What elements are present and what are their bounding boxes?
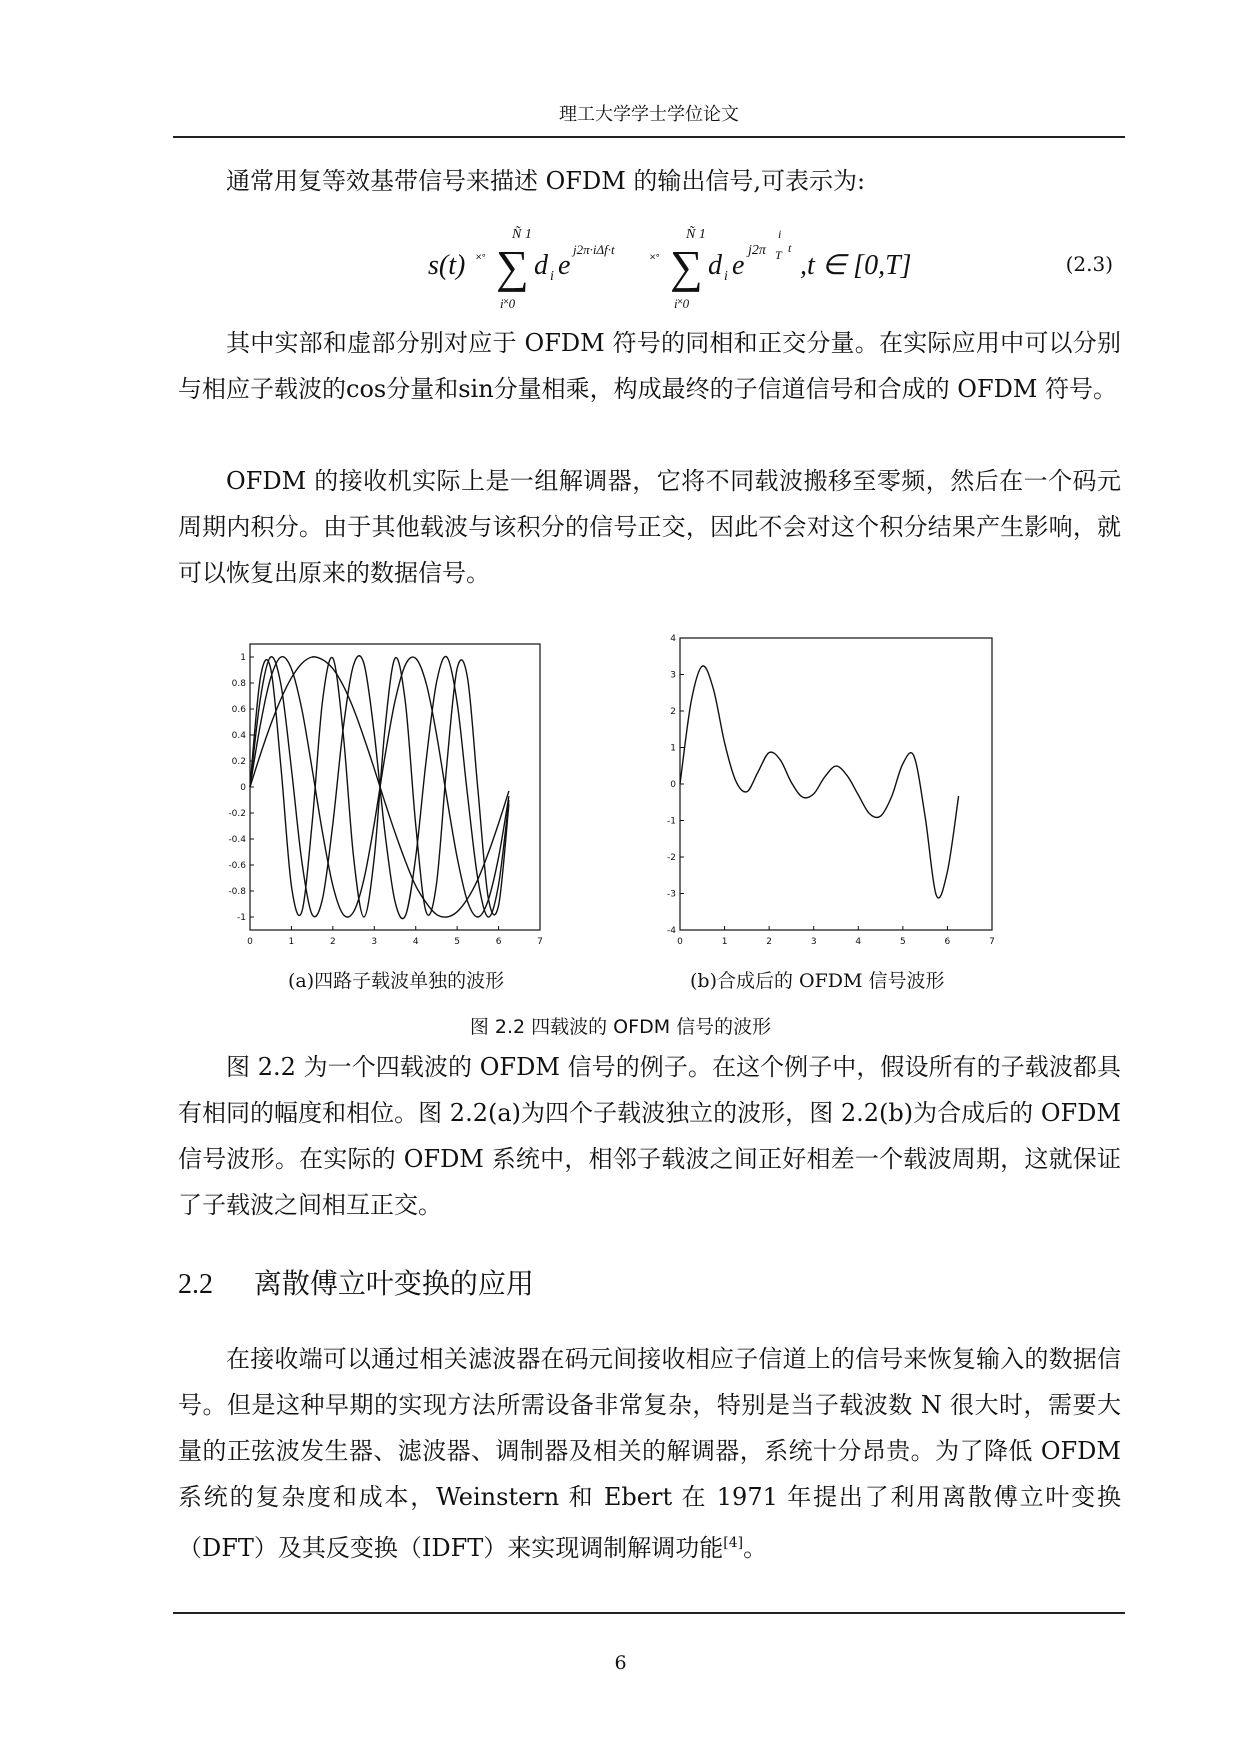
eq-exp2: j2π (748, 243, 766, 258)
eq-sum2-symbol: ∑ (670, 241, 703, 292)
y-tick-label: -4 (667, 926, 676, 936)
y-tick-label: 0.4 (231, 731, 246, 741)
eq-op-2: ˟˚ (650, 253, 661, 268)
x-tick-label: 2 (766, 937, 773, 947)
x-tick-label: 5 (454, 937, 461, 947)
section-title: 离散傅立叶变换的应用 (253, 1267, 534, 1300)
equation-number: (2.3) (1065, 252, 1113, 276)
paragraph-figure-description: 图 2.2 为一个四载波的 OFDM 信号的例子。在这个例子中，假设所有的子载波都具有相同的幅度和相位。图 2.2(a)为四个子载波独立的波形，图 2.2(b)为合成后的 OFDM 信号波形。在实际的 OFDM 系统中，相邻子载波之间正好相差一个载波周期，这就保证了子载波之间相互正交。 (178, 1053, 1121, 1219)
eq-sum1-lower: i˟0 (500, 296, 516, 311)
eq-exp2-t: t (788, 241, 792, 255)
y-tick-label: 0 (240, 783, 246, 793)
x-tick-label: 1 (721, 937, 728, 947)
x-tick-label: 7 (537, 937, 543, 947)
y-tick-label: -0.6 (228, 861, 246, 871)
caption-b: (b)合成后的 OFDM 信号波形 (690, 970, 945, 992)
caption-a: (a)四路子载波单独的波形 (288, 970, 505, 992)
eq-term2-sub: i (724, 269, 728, 284)
x-tick-label: 5 (899, 937, 906, 947)
y-tick-label: -0.2 (228, 809, 246, 819)
y-tick-label: 0.2 (231, 757, 246, 767)
eq-exp2-den: T (775, 248, 782, 262)
y-tick-label: -2 (667, 853, 676, 863)
y-tick-label: -3 (667, 889, 676, 900)
eq-lhs: s(t) (428, 250, 466, 281)
y-tick-label: -1 (667, 816, 676, 827)
y-tick-label: -1 (237, 913, 246, 923)
eq-tail: ,t ∈ [0,T] (800, 250, 912, 281)
footer-rule (173, 1612, 1125, 1614)
y-tick-label: 1 (240, 653, 246, 663)
x-tick-label: 7 (989, 937, 995, 947)
x-tick-label: 0 (247, 937, 253, 947)
eq-sum1-upper: Ñ 1 (512, 227, 532, 242)
citation-ref[interactable]: [4] (723, 1535, 744, 1551)
x-tick-label: 4 (412, 937, 419, 947)
eq-sum1-symbol: ∑ (496, 241, 529, 292)
x-tick-label: 4 (855, 937, 862, 947)
paragraph-intro: 通常用复等效基带信号来描述 OFDM 的输出信号,可表示为: (226, 167, 866, 195)
eq-term2-e: e (732, 250, 745, 281)
figure-2-2b-chart (662, 628, 1032, 950)
eq-sum2-upper: Ñ 1 (686, 227, 706, 242)
section-heading (178, 1262, 534, 1302)
x-tick-label: 6 (495, 937, 502, 947)
figure-2-2a-chart (218, 628, 578, 950)
paragraph-receiver: OFDM 的接收机实际上是一组解调器，它将不同载波搬移至零频，然后在一个码元周期内积分。由于其他载波与该积分的信号正交，因此不会对这个积分结果产生影响，就可以恢复出原来的数据信号。 (178, 467, 1121, 587)
eq-exp1: j2π·iΔf·t (573, 242, 615, 257)
y-tick-label: -0.4 (228, 835, 246, 845)
eq-op-1: ˟˚ (476, 253, 487, 268)
y-tick-label: 0 (670, 780, 676, 790)
equation-2-3 (178, 222, 1121, 312)
y-tick-label: -0.8 (228, 887, 246, 897)
page-number: 6 (614, 1652, 627, 1674)
x-tick-label: 1 (288, 937, 295, 947)
paragraph-dft (178, 1336, 1121, 1571)
eq-term2-d: d (708, 250, 722, 281)
paragraph-dft-end: 。 (743, 1534, 768, 1562)
y-tick-label: 2 (670, 707, 676, 717)
header-title: 理工大学学士学位论文 (559, 104, 739, 125)
y-tick-label: 4 (670, 634, 676, 644)
section-number: 2.2 (178, 1269, 213, 1300)
x-tick-label: 3 (371, 937, 378, 947)
x-tick-label: 0 (677, 937, 683, 947)
y-tick-label: 1 (670, 743, 676, 754)
x-tick-label: 2 (329, 937, 336, 947)
eq-term1-d: d (534, 250, 548, 281)
x-tick-label: 6 (944, 937, 951, 947)
eq-exp2-num: i (778, 227, 782, 241)
paragraph-dft-text: 在接收端可以通过相关滤波器在码元间接收相应子信道上的信号来恢复输入的数据信号。但是这种早期的实现方法所需设备非常复杂，特别是当子载波数 N 很大时，需要大量的正弦波发生器、滤波器、调制器及相关的解调器，系统十分昂贵。为了降低 OFDM 系统的复杂度和成本，Weinstern 和 Ebert 在 1971 年提出了利用离散傅立叶变换（DFT）及其反变换（IDFT）来实现调制解调功能 (178, 1345, 1121, 1562)
eq-term1-e: e (558, 250, 571, 281)
y-tick-label: 3 (670, 670, 676, 681)
figure-title: 图 2.2 四载波的 OFDM 信号的波形 (469, 1016, 772, 1038)
paragraph-real-imag: 其中实部和虚部分别对应于 OFDM 符号的同相和正交分量。在实际应用中可以分别与相应子载波的cos分量和sin分量相乘，构成最终的子信道信号和合成的 OFDM 符号。 (178, 329, 1121, 403)
x-tick-label: 3 (810, 937, 817, 947)
eq-sum2-lower: i˟0 (674, 296, 690, 311)
series-line-4 (250, 657, 509, 917)
y-tick-label: 0.8 (231, 679, 246, 689)
series-line-1 (680, 666, 959, 898)
running-header (173, 100, 1125, 138)
y-tick-label: 0.6 (231, 705, 246, 715)
plot-frame (680, 638, 992, 930)
eq-term1-sub: i (550, 269, 554, 284)
equation-formula (428, 222, 948, 312)
